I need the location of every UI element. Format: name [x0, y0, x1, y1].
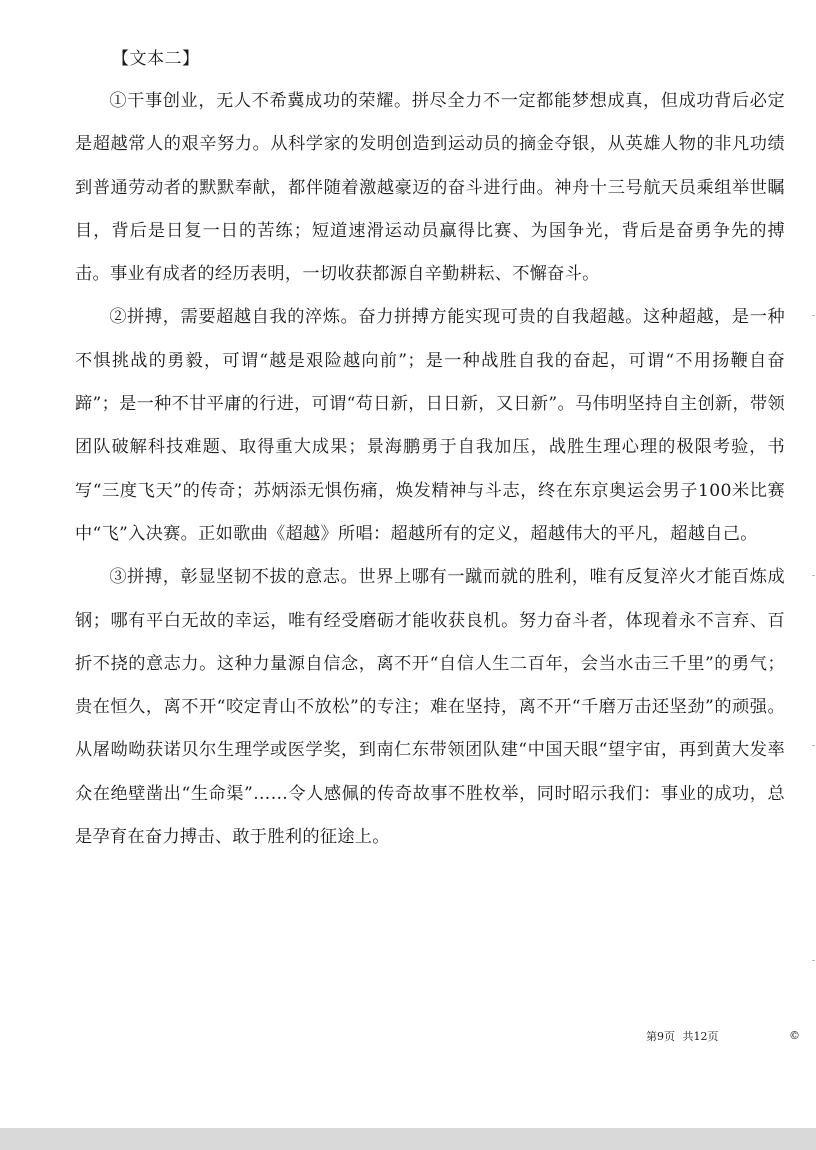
paragraph-3: ③拼搏，彰显坚韧不拔的意志。世界上哪有一蹴而就的胜利，唯有反复淬火才能百炼成钢；哪有平白无故的幸运，唯有经受磨砺才能收获良机。努力奋斗者，体现着永不言弃、百折不挠的意志力。这种力量源自信念，离不开“自信人生二百年，会当水击三千里”的勇气；贵在恒久，离不开“咬定青山不放松”的专注；难在坚持，离不开“千磨万击还坚劲”的顽强。从屠呦呦获诺贝尔生理学或医学奖，到南仁东带领团队建“中国天眼“望宇宙，再到黄大发率众在绝壁凿出“生命渠”……令人感佩的传奇故事不胜枚举，同时昭示我们：事业的成功，总是孕育在奋力搏击、敢于胜利的征途上。	[75, 567, 785, 848]
page-number: 第9页	[646, 1030, 675, 1043]
paragraph-1: ①干事创业，无人不希冀成功的荣耀。拼尽全力不一定都能梦想成真，但成功背后必定是超越常人的艰辛努力。从科学家的发明创造到运动员的摘金夺银，从英雄人物的非凡功绩到普通劳动者的默默奉献，都伴随着激越豪迈的奋斗进行曲。神舟十三号航天员乘组举世瞩目，背后是日复一日的苦练；短道速滑运动员赢得比赛、为国争光，背后是奋勇争先的搏击。事业有成者的经历表明，一切收获都源自辛勤耕耘、不懈奋斗。	[75, 91, 785, 285]
edge-mark	[812, 575, 815, 576]
article-body	[75, 80, 785, 859]
edge-mark	[812, 960, 815, 961]
paragraph-2: ②拼搏，需要超越自我的淬炼。奋力拼搏方能实现可贵的自我超越。这种超越，是一种不惧挑战的勇毅，可谓“越是艰险越向前”；是一种战胜自我的奋起，可谓“不用扬鞭自奋蹄”；是一种不甘平庸的行进，可谓“苟日新，日日新，又日新”。马伟明坚持自主创新，带领团队破解科技难题、取得重大成果；景海鹏勇于自我加压，战胜生理心理的极限考验，书写“三度飞天”的传奇；苏炳添无惧伤痛，焕发精神与斗志，终在东京奥运会男子100米比赛中“飞”入决赛。正如歌曲《超越》所唱：超越所有的定义，超越伟大的平凡，超越自己。	[75, 307, 785, 544]
viewer-bottom-bar	[0, 1128, 816, 1150]
page-footer	[646, 1028, 723, 1044]
edge-mark	[812, 745, 815, 746]
edge-mark	[812, 315, 815, 316]
copyright-icon: ©	[789, 1029, 800, 1042]
total-pages: 共12页	[682, 1030, 719, 1043]
section-heading: 【文本二】	[112, 49, 200, 69]
